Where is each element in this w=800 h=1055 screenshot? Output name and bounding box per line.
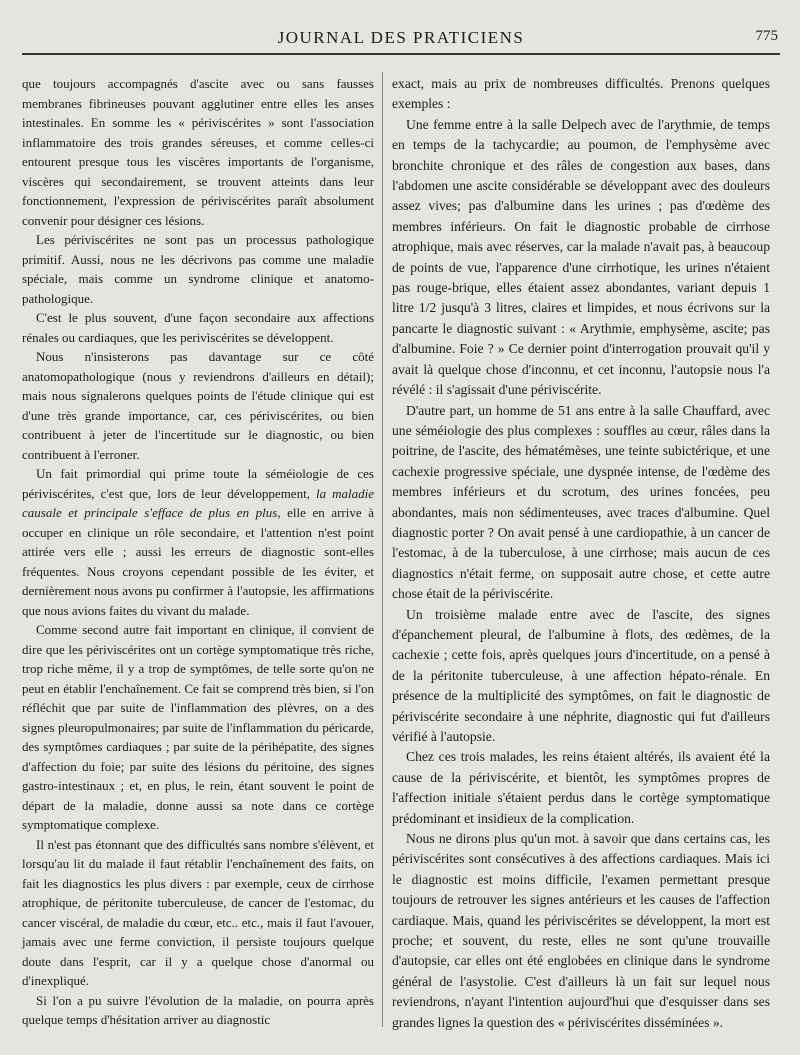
paragraph: Nous n'insisterons pas davantage sur ce côté anatomopathologique (nous y reviendrons d'ailleurs en détail); mais nous signalerons quelques points de l'étude clinique qui est d'une très grande importance, car, ces périviscérites, ou bien contribuent à jeter de l'incertitude sur le diagnostic, ou bien contribuent à l'erroner.: [22, 349, 374, 462]
page-header: [22, 28, 780, 52]
paragraph: C'est le plus souvent, d'une façon secondaire aux affections rénales ou cardiaques, que les perivìscérites se développent.: [22, 310, 374, 345]
italic-phrase: la maladie causale et principale s'efface de plus en plus: [22, 485, 374, 520]
column-divider: [382, 72, 383, 1027]
paragraph: Nous ne dirons plus qu'un mot. à savoir que dans certains cas, les périviscérites sont consécutives à des affections cardiaques. Mais ici le diagnostic est moins difficile, l'examen permettant presque toujours de retrouver les signes antérieurs et les causes de l'affection cardiaque. Mais, quand les périviscérites se développent, la mort est proche; et souvent, du reste, elles ne sont qu'une trouvaille d'autopsie, car elles ont été englobées en clinique dans le syndrome général de l'asystolie. C'est d'ailleurs là un fait sur lequel nous reviendrons, n'ayant l'intention aujourd'hui que d'esquisser dans ses grandes lignes la question des « périviscérites disséminées ».: [392, 831, 770, 1030]
header-rule: [22, 53, 780, 55]
paragraph-text: Un fait primordial qui prime toute la séméiologie de ces périviscérites, c'est que, lors de leur développement,: [22, 466, 374, 501]
page-number: 775: [755, 28, 778, 44]
paragraph: Les périviscérites ne sont pas un processus pathologique primitif. Aussi, nous ne les décrivons pas comme une maladie spéciale, mais comme un syndrome clinique et anatomo-pathologique.: [22, 232, 374, 306]
paragraph: Chez ces trois malades, les reins étaient altérés, ils avaient été la cause de la périviscérite, et bientôt, les symptômes propres de l'affection initiale s'étaient perdus dans le cortège symptomatique prédominant et insidieux de la complication.: [392, 749, 770, 826]
paragraph: D'autre part, un homme de 51 ans entre à la salle Chauffard, avec une séméiologie des plus complexes : souffles au cœur, râles dans la poitrine, de l'ascite, des hématémèses, une teinte subictérique, et une cachexie progressive spéciale, une dyspnée intense, de l'œdème des membres inférieurs et du scrotum, des urines foncées, peu abondantes, mais non sédimenteuses, avec traces d'albumine. Quel diagnostic porter ? On avait pensé à une cardiopathie, à un cancer de l'estomac, à de la tuberculose, à une cirrhose; mais aucun de ces diagnostics n'était ferme, on supposait autre chose, et cette autre chose était de la périviscérite.: [392, 402, 770, 602]
paragraph-text: , elle en arrive à occuper en clinique un rôle secondaire, et l'attention n'est point attirée vers elle ; aussi les erreurs de diagnostic sont-elles fréquentes. Nous croyons cependant possible de les éviter, et dernièrement nous avons pu confirmer à l'autopsie, les affirmations que nous avions faites du vivant du malade.: [22, 505, 374, 618]
paragraph: Une femme entre à la salle Delpech avec de l'arythmie, de temps en temps de la tachycardie; au poumon, de l'emphysème avec bronchite chronique et des râles de congestion aux bases, dans l'abdomen une ascite considérable se développant avec des douleurs assez vives; pas d'albumine dans les urines ; pas d'œdème des membres inférieurs. On fait le diagnostic probable de cirrhose atrophique, mais avec réserves, car la malade n'avait pas, à beaucoup de points de vue, l'apparence d'une cirrhotique, les urines n'étaient pas rouge-brique, elles étaient assez abondantes, variant depuis 1 litre 1/2 jusqu'à 3 litres, claires et limpides, et nous écrivons sur la pancarte le diagnostic suivant : « Arythmie, emphysème, ascite; pas d'albumine. Foie ? » Ce dernier point d'interrogation prouvait qu'il y avait là quelque chose d'inconnu, et cet inconnu, l'autopsie nous l'a révélé : il s'agissait d'une périviscérite.: [392, 116, 770, 398]
paragraph: [22, 464, 374, 620]
journal-title: JOURNAL DES PRATICIENS: [277, 28, 525, 47]
paragraph: que toujours accompagnés d'ascite avec ou sans fausses membranes fibrineuses pouvant agglutiner entre elles les anses intestinales. En somme les « périviscérites » sont l'association inflammatoire des trois grandes séreuses, et comme celles-ci entourent presque tous les viscères importants de l'organisme, viscères qui secondairement, se trouvent atteints dans leur fonctionnement, l'expression de périviscérites paraît absolument convenir pour désigner ces lésions.: [22, 76, 374, 228]
right-column: [392, 74, 770, 1033]
paragraph: Comme second autre fait important en clinique, il convient de dire que les périviscérites ont un cortège symptomatique très riche, trop riche même, il y a trop de symptômes, de telle sorte qu'on ne peut en établir l'enchaînement. Ce fait se comprend très bien, si l'on réfléchit que par suite de l'inflammation des plèvres, on a des signes pleuropulmonaires; par suite de l'inflammation du péricarde, des symptômes cardiaques ; par suite de la périhépatite, des signes d'affection du foie; par suite des lésions du péritoine, des signes gastro-intestinaux ; et, en plus, le rein, étant souvent le point de départ de la maladie, donne aussi sa note dans ce cortège symptomatique complexe.: [22, 622, 374, 832]
paragraph: exact, mais au prix de nombreuses difficultés. Prenons quelques exemples :: [392, 76, 770, 112]
paragraph: Il n'est pas étonnant que des difficultés sans nombre s'élèvent, et lorsqu'au lit du malade il faut rétablir l'enchaînement des faits, on fait les diagnostics les plus divers : par exemple, ceux de cirrhose atrophique, de péritonite tuberculeuse, de cancer de l'estomac, du cancer viscéral, de maladie du cœur, etc.. etc., mais il faut l'avouer, jamais avec une ferme conviction, il persiste toujours quelque doute dans l'esprit, car il y a quelque chose d'anormal ou d'inexpliqué.: [22, 836, 374, 988]
paragraph: Un troisième malade entre avec de l'ascite, des signes d'épanchement pleural, de l'albumine à flots, des œdèmes, de la cachexie ; cette fois, après quelques jours d'incertitude, on a pensé à de la péritonite tuberculeuse, à une affection hépato-rénale. En présence de la multiplicité des symptômes, on fait le diagnostic de périviscérite secondaire à une néphrite, diagnostic qui fut d'ailleurs vérifié à l'autopsie.: [392, 606, 770, 744]
left-column: [22, 74, 374, 1030]
paragraph: Si l'on a pu suivre l'évolution de la maladie, on pourra après quelque temps d'hésitation arriver au diagnostic: [22, 992, 374, 1027]
